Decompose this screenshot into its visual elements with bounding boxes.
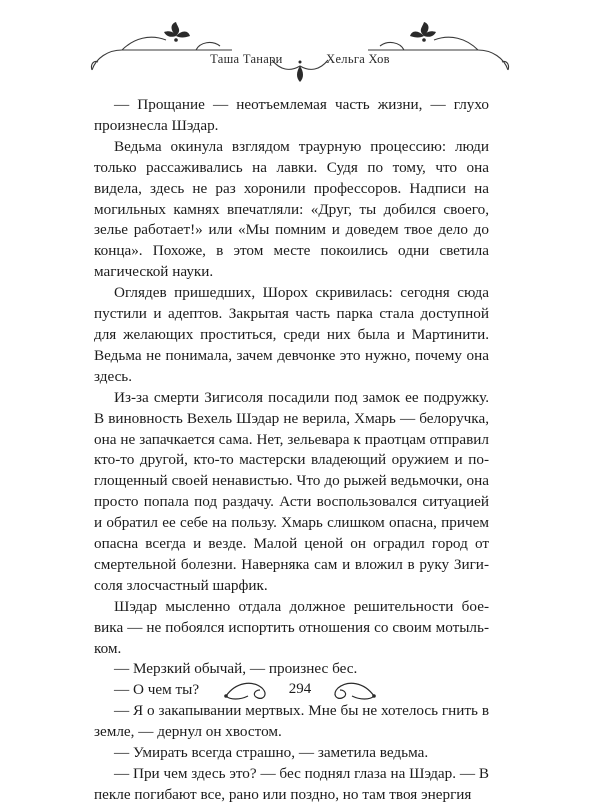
header-ornament <box>0 0 600 90</box>
paragraph: — При чем здесь это? — бес поднял глаза на Шэдар. — В пекле погибают все, рано или поздно, но там твоя энергия <box>94 765 489 803</box>
paragraph: — Мерзкий обычай, — произнес бес. <box>114 660 358 678</box>
paragraph: Из-за смерти Зигисоля посадили под замок ее подружку. В виновность Вехель Шэдар не верила, Хмарь — белоручка, она не запачкается сама. Нет, зельевара к праотцам отправил кто-то другой, кто-то мастерски владеющий оружием и поглощенный своей ненавистью. Что до рыжей ведьмочки, она просто попала под раздачу. Асти воспользовался ситуацией и обратил ее себе на пользу. Хмарь слишком опасна, причем опасна всегда и везде. Малой ценой он оградил город от смертельной болезни. Наверняка сам и вложил в руку Зигисоля злосчастный шарфик. <box>94 388 489 594</box>
paragraph: — Умирать всегда страшно, — заметила ведьма. <box>114 744 429 762</box>
page-header <box>0 0 600 90</box>
paragraph: Шэдар мысленно отдала должное решительности боевика — не побоялся испортить отношения со своим мотыльком. <box>94 597 489 657</box>
paragraph: — Прощание — неотъемлемая часть жизни, — глухо произнесла Шэдар. <box>94 96 489 134</box>
header-author-2: Хельга Хов <box>326 52 390 66</box>
paragraph: — Я о закапывании мертвых. Мне бы не хотелось гнить в земле, — дернул он хвостом. <box>94 702 489 741</box>
paragraph: — О чем ты? <box>114 681 200 699</box>
paragraph: Оглядев пришедших, Шорох скривилась: сегодня сюда пустили и адептов. Закрытая часть парка стала доступной для желающих проститься, среди них была и Мартинити. Ведьма не понимала, зачем девчонке это нужно, почему она здесь. <box>94 284 489 385</box>
header-authors <box>0 52 600 67</box>
paragraph: Ведьма окинула взглядом траурную процессию: люди только рассаживались на лавки. Судя по тому, что она видела, здесь не раз хоронили профессоров. Надписи на могильных камнях впечатляли: «Друг, ты добился своего, зелье работает!» или «Мы помним и доведем твое дело до конца». Похоже, в этом месте покоились одни светила магической науки. <box>94 137 489 281</box>
page-number: 294 <box>288 681 312 697</box>
header-author-1: Таша Танари <box>210 52 283 66</box>
page-footer <box>0 668 600 708</box>
